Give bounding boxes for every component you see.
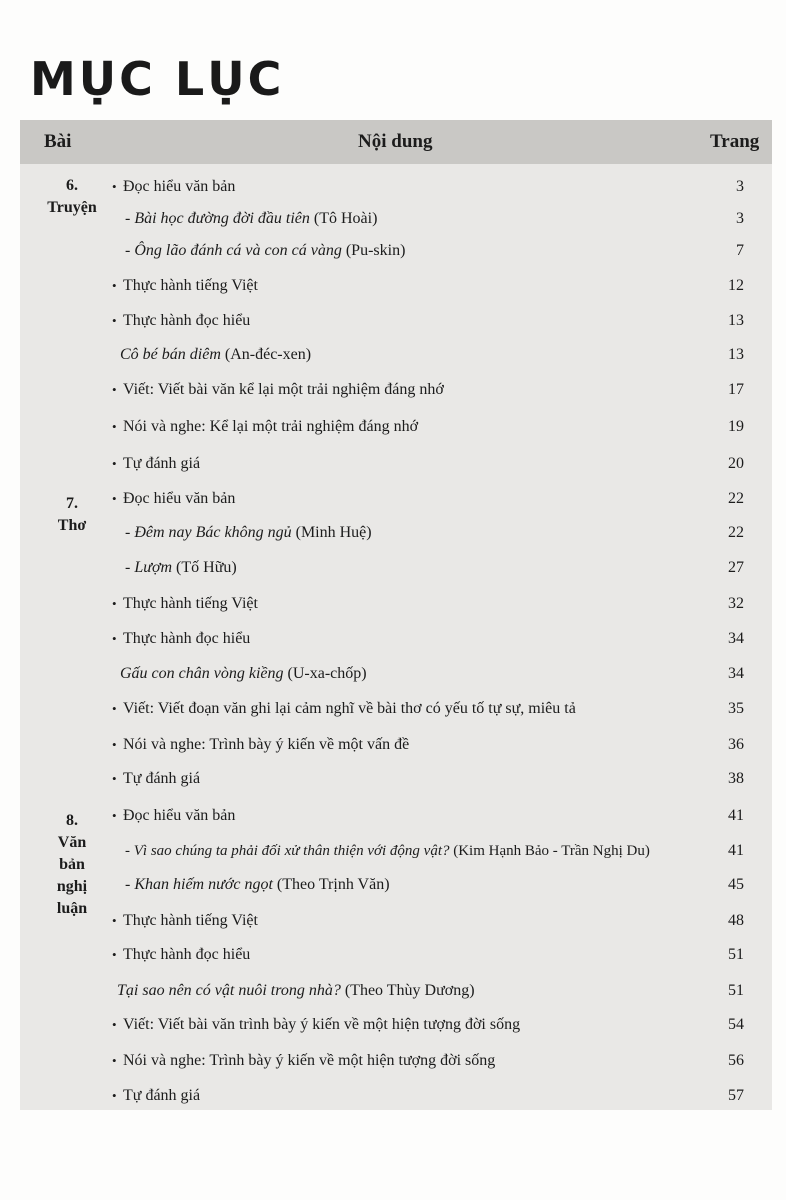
author: (Theo Thùy Dương) — [340, 982, 475, 999]
bullet-icon: • — [112, 701, 117, 716]
page-number: 51 — [728, 982, 744, 999]
author: (Theo Trịnh Văn) — [272, 876, 390, 893]
bullet-icon: • — [112, 313, 117, 328]
lesson-8-name-line-4: luận — [56, 900, 88, 917]
page-number: 41 — [728, 842, 744, 859]
page-number: 34 — [728, 630, 744, 647]
toc-entry: Tự đánh giá — [123, 455, 201, 472]
work-title: Khan hiếm nước ngọt — [134, 876, 273, 893]
page-number: 36 — [728, 736, 744, 753]
toc-entry: Đọc hiểu văn bản — [123, 178, 236, 195]
toc-entry: Viết: Viết đoạn văn ghi lại cảm nghĩ về bài thơ có yếu tố tự sự, miêu tả — [123, 700, 576, 717]
page-number: 51 — [728, 946, 744, 963]
bullet-icon: • — [112, 808, 117, 823]
toc-row — [20, 176, 772, 210]
toc-row — [20, 768, 772, 802]
toc-entry: Đọc hiểu văn bản — [123, 807, 236, 824]
toc-entry: Thực hành tiếng Việt — [123, 595, 258, 612]
header-page: Trang — [710, 131, 760, 152]
page-number: 19 — [728, 418, 744, 435]
page-number: 22 — [728, 490, 744, 507]
toc-entry: Đọc hiểu văn bản — [123, 490, 236, 507]
bullet-icon: • — [112, 947, 117, 962]
toc-row — [20, 310, 772, 344]
toc-entry: Nói và nghe: Trình bày ý kiến về một vấn đề — [123, 736, 410, 753]
toc-table — [20, 120, 772, 1110]
bullet-icon: • — [112, 771, 117, 786]
toc-row — [20, 698, 772, 732]
page-number: 22 — [728, 524, 744, 541]
page-number: 17 — [728, 381, 744, 398]
page-number: 3 — [736, 210, 744, 227]
lesson-8-name-line-1: Văn — [57, 834, 87, 851]
page-number: 12 — [728, 277, 744, 294]
work-title: Lượm — [134, 559, 173, 576]
toc-row — [20, 628, 772, 662]
toc-row — [20, 453, 772, 487]
lesson-7-number: 7. — [66, 495, 78, 512]
toc-row: - Lượm (Tố Hữu) 27 — [20, 557, 772, 591]
header-content: Nội dung — [358, 131, 433, 152]
work-title: Bài học đường đời đầu tiên — [134, 210, 310, 227]
page-number: 20 — [728, 455, 744, 472]
lesson-8-number: 8. — [66, 812, 78, 829]
toc-row: - Vì sao chúng ta phải đối xử thân thiện với động vật? (Kim Hạnh Bảo - Trần Nghị Du) 41 — [20, 840, 772, 874]
toc-row — [20, 344, 772, 378]
page-title: MỤC LỤC — [30, 52, 285, 106]
toc-entry: Viết: Viết bài văn kể lại một trải nghiệm đáng nhớ — [123, 381, 444, 398]
page-number: 35 — [728, 700, 744, 717]
bullet-icon: • — [112, 179, 117, 194]
toc-entry: Thực hành đọc hiểu — [123, 630, 251, 647]
bullet-icon: • — [112, 491, 117, 506]
toc-row — [20, 805, 772, 839]
page-number: 13 — [728, 312, 744, 329]
toc-entry: Nói và nghe: Kể lại một trải nghiệm đáng nhớ — [123, 418, 419, 435]
bullet-icon: • — [112, 382, 117, 397]
toc-row: - Bài học đường đời đầu tiên (Tô Hoài) 3 — [20, 208, 772, 242]
toc-entry: Viết: Viết bài văn trình bày ý kiến về một hiện tượng đời sống — [123, 1016, 521, 1033]
toc-row — [20, 1085, 772, 1119]
table-header — [20, 120, 772, 164]
page-number: 34 — [728, 665, 744, 682]
lesson-7-name: Thơ — [57, 517, 87, 534]
toc-row — [20, 910, 772, 944]
page-number: 13 — [728, 346, 744, 363]
toc-row: - Đêm nay Bác không ngủ (Minh Huệ) 22 — [20, 522, 772, 556]
toc-row: - Ông lão đánh cá và con cá vàng (Pu-skin) 7 — [20, 240, 772, 274]
toc-row — [20, 734, 772, 768]
toc-entry: Thực hành đọc hiểu — [123, 312, 251, 329]
bullet-icon: • — [112, 737, 117, 752]
page-number: 38 — [728, 770, 744, 787]
page-number: 45 — [728, 876, 744, 893]
toc-row — [20, 980, 772, 1014]
work-title: Vì sao chúng ta phải đối xử thân thiện với động vật? — [133, 843, 450, 859]
toc-row — [20, 593, 772, 627]
author: (Tố Hữu) — [172, 559, 237, 576]
page-number: 48 — [728, 912, 744, 929]
toc-entry: Tự đánh giá — [123, 770, 201, 787]
bullet-icon: • — [112, 1088, 117, 1103]
lesson-6-name: Truyện — [47, 199, 97, 216]
author: (Kim Hạnh Bảo - Trần Nghị Du) — [449, 843, 650, 859]
page-number: 57 — [728, 1087, 744, 1104]
bullet-icon: • — [112, 456, 117, 471]
bullet-icon: • — [112, 631, 117, 646]
toc-row — [20, 275, 772, 309]
bullet-icon: • — [112, 596, 117, 611]
toc-entry: Thực hành tiếng Việt — [123, 912, 258, 929]
toc-entry: Thực hành đọc hiểu — [123, 946, 251, 963]
work-title: Ông lão đánh cá và con cá vàng — [134, 242, 342, 259]
author: (Pu-skin) — [341, 242, 406, 259]
author: (An-đéc-xen) — [220, 346, 312, 363]
lesson-8-name-line-3: nghị — [56, 878, 88, 895]
toc-entry: Tự đánh giá — [123, 1087, 201, 1104]
page-number: 7 — [736, 242, 744, 259]
lesson-8-name-line-2: bản — [59, 856, 85, 873]
page-number: 3 — [736, 178, 744, 195]
author: (Minh Huệ) — [291, 524, 372, 541]
work-title: Đêm nay Bác không ngủ — [134, 524, 292, 541]
header-lesson: Bài — [44, 131, 72, 152]
bullet-icon: • — [112, 913, 117, 928]
bullet-icon: • — [112, 1017, 117, 1032]
page-number: 27 — [728, 559, 744, 576]
page-number: 41 — [728, 807, 744, 824]
lesson-6-number: 6. — [66, 177, 78, 194]
toc-row — [20, 663, 772, 697]
toc-row — [20, 944, 772, 978]
bullet-icon: • — [112, 419, 117, 434]
toc-row — [20, 1014, 772, 1048]
toc-row: - Khan hiếm nước ngọt (Theo Trịnh Văn) 45 — [20, 874, 772, 908]
work-title: Tại sao nên có vật nuôi trong nhà? — [117, 982, 341, 999]
toc-row — [20, 379, 772, 413]
page-number: 56 — [728, 1052, 744, 1069]
bullet-icon: • — [112, 1053, 117, 1068]
toc-row — [20, 488, 772, 522]
toc-row — [20, 416, 772, 450]
toc-entry: Nói và nghe: Trình bày ý kiến về một hiện tượng đời sống — [123, 1052, 496, 1069]
page-number: 32 — [728, 595, 744, 612]
page-number: 54 — [728, 1016, 744, 1033]
work-title: Gấu con chân vòng kiềng — [120, 665, 284, 682]
work-title: Cô bé bán diêm — [120, 346, 221, 363]
toc-entry: Thực hành tiếng Việt — [123, 277, 258, 294]
author: (U-xa-chốp) — [283, 665, 367, 682]
author: (Tô Hoài) — [309, 210, 378, 227]
bullet-icon: • — [112, 278, 117, 293]
toc-row — [20, 1050, 772, 1084]
